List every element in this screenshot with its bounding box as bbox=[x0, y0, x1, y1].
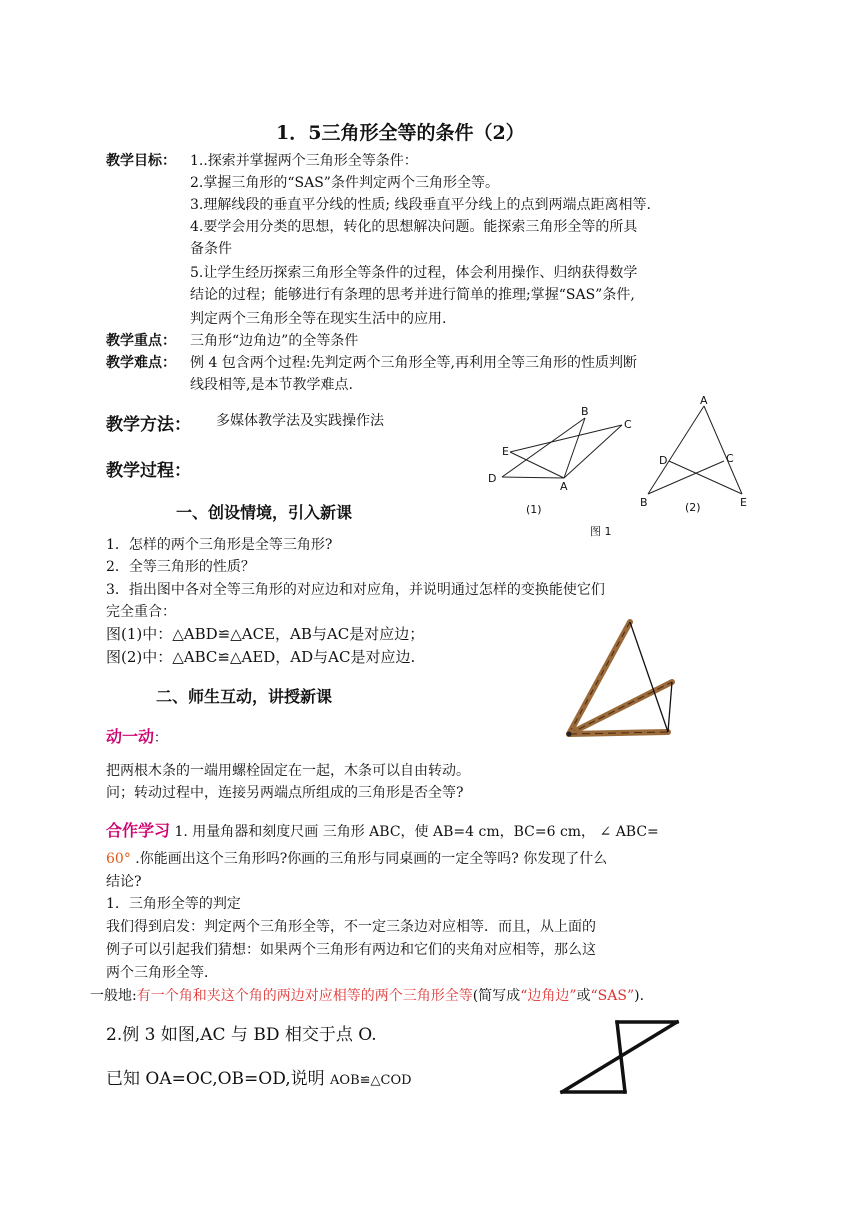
objective-line: 5.让学生经历探索三角形全等条件的过程，体会利用操作、归纳获得数学 bbox=[190, 265, 638, 281]
example-3-line-2 bbox=[106, 1064, 412, 1089]
abbr-or: 或 bbox=[576, 988, 591, 1004]
label-b: B bbox=[581, 405, 589, 418]
section-1-line: 完全重合： bbox=[106, 604, 176, 620]
section-1-line: 3．指出图中各对全等三角形的对应边和对应角，并说明通过怎样的变换能使它们 bbox=[106, 582, 605, 598]
objective-line: 结论的过程；能够进行有条理的思考并进行简单的推理;掌握“SAS”条件, bbox=[190, 287, 635, 303]
coop-angle: 60° bbox=[106, 851, 131, 867]
abbr-close: ). bbox=[634, 988, 645, 1004]
coop-text: 1. 用量角器和刻度尺画 三角形 ABC，使 AB=4 cm，BC=6 cm， ∠ ABC= bbox=[170, 824, 659, 840]
section-1-line: 1．怎样的两个三角形是全等三角形? bbox=[106, 537, 333, 553]
section-1-line: 图(1)中：△ABD≌△ACE，AB与AC是对应边； bbox=[106, 625, 425, 643]
key-point-text: 三角形“边角边”的全等条件 bbox=[190, 333, 359, 349]
abbr-open: (简写成 bbox=[472, 988, 521, 1004]
label-b: B bbox=[640, 496, 648, 509]
process-label: 教学过程： bbox=[106, 461, 191, 481]
label-e: E bbox=[740, 496, 747, 509]
example-3-figure bbox=[555, 1015, 690, 1100]
label-d: D bbox=[488, 472, 497, 485]
activity-line: 问；转动过程中，连接另两端点所组成的三角形是否全等? bbox=[106, 785, 464, 801]
general-prefix: 一般地: bbox=[90, 988, 137, 1004]
figure-1 bbox=[480, 392, 780, 542]
method-label: 教学方法： bbox=[106, 415, 191, 435]
example-3-line-1: 2.例 3 如图,AC 与 BD 相交于点 O. bbox=[106, 1025, 377, 1045]
label-c: C bbox=[624, 418, 632, 431]
section-2-heading: 二、师生互动，讲授新课 bbox=[156, 687, 333, 706]
criterion-line: 我们得到启发：判定两个三角形全等，不一定三条边对应相等．而且，从上面的 bbox=[106, 919, 596, 935]
objective-line: 备条件 bbox=[190, 241, 232, 257]
difficulty-line: 线段相等,是本节教学难点. bbox=[190, 377, 353, 393]
objective-line: 判定两个三角形全等在现实生活中的应用. bbox=[190, 311, 447, 327]
general-statement bbox=[90, 987, 644, 1005]
criterion-line: 例子可以引起我们猜想：如果两个三角形有两边和它们的夹角对应相等，那么这 bbox=[106, 942, 596, 958]
objective-line: 3.理解线段的垂直平分线的性质; 线段垂直平分线上的点到两端点距离相等. bbox=[190, 197, 651, 213]
coop-line-3: 结论? bbox=[106, 874, 142, 890]
objective-line: 2.掌握三角形的“SAS”条件判定两个三角形全等。 bbox=[190, 175, 499, 191]
coop-label: 合作学习 bbox=[106, 821, 171, 840]
caption-figure: 图 1 bbox=[590, 525, 612, 538]
key-point-label: 教学重点： bbox=[106, 333, 176, 349]
objective-line: 1..探索并掌握两个三角形全等条件： bbox=[190, 153, 418, 169]
section-1-line: 图(2)中：△ABC≌△AED，AD与AC是对应边. bbox=[106, 648, 416, 666]
label-a: A bbox=[560, 480, 568, 493]
general-text: 有一个角和夹这个角的两边对应相等的两个三角形全等 bbox=[136, 988, 473, 1004]
abbr-sas: “SAS” bbox=[590, 988, 635, 1004]
coop-line-1 bbox=[106, 818, 659, 841]
difficulty-line: 例 4 包含两个过程:先判定两个三角形全等,再利用全等三角形的性质判断 bbox=[190, 355, 637, 371]
wooden-sticks-figure bbox=[560, 612, 690, 742]
section-1-heading: 一、创设情境，引入新课 bbox=[176, 503, 353, 522]
label-d: D bbox=[659, 454, 668, 467]
label-e: E bbox=[502, 445, 509, 458]
caption-2: (2) bbox=[685, 501, 701, 514]
example-3-tail: AOB≌△COD bbox=[330, 1073, 412, 1088]
label-c: C bbox=[726, 452, 734, 465]
abbr-sas-cn: “边角边” bbox=[520, 988, 577, 1004]
caption-1: (1) bbox=[526, 503, 542, 516]
page-title: 1．5三角形全等的条件（2） bbox=[276, 122, 525, 144]
section-1-line: 2．全等三角形的性质？ bbox=[106, 559, 255, 575]
activity-label bbox=[106, 724, 167, 747]
label-a: A bbox=[700, 394, 708, 407]
criterion-heading: 1．三角形全等的判定 bbox=[106, 896, 241, 912]
criterion-line: 两个三角形全等． bbox=[106, 965, 218, 981]
objective-line: 4.要学会用分类的思想，转化的思想解决问题。能探索三角形全等的所具 bbox=[190, 219, 638, 235]
coop-question: .你能画出这个三角形吗?你画的三角形与同桌画的一定全等吗? 你发现了什么 bbox=[130, 851, 608, 867]
coop-line-2 bbox=[106, 850, 607, 868]
activity-label-text: 动一动 bbox=[106, 727, 155, 746]
activity-line: 把两根木条的一端用螺栓固定在一起，木条可以自由转动。 bbox=[106, 763, 470, 779]
method-text: 多媒体教学法及实践操作法 bbox=[216, 413, 384, 429]
objectives-label: 教学目标： bbox=[106, 153, 176, 169]
difficulty-label: 教学难点： bbox=[106, 355, 176, 371]
activity-colon: ： bbox=[154, 731, 168, 746]
example-3-given: 已知 OA=OC,OB=OD,说明 bbox=[106, 1069, 331, 1089]
